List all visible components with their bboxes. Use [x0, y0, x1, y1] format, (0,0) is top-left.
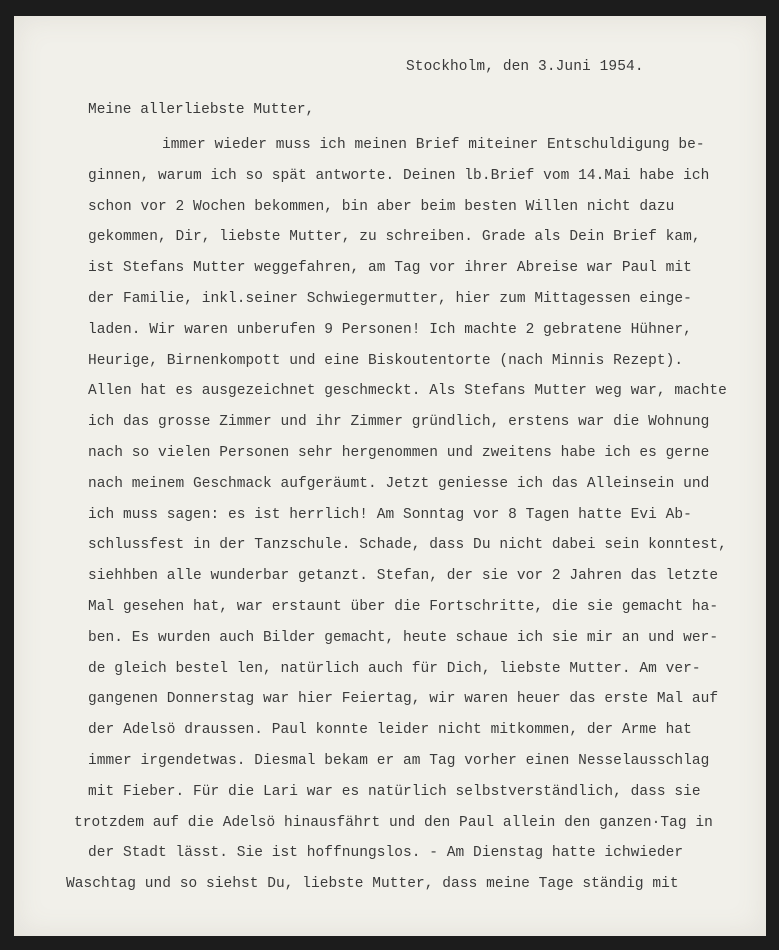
letter-line: ben. Es wurden auch Bilder gemacht, heute schaue ich sie mir an und wer- — [88, 629, 719, 646]
letter-line: Allen hat es ausgezeichnet geschmeckt. Als Stefans Mutter weg war, machte — [88, 383, 727, 400]
letter-line: mit Fieber. Für die Lari war es natürlich selbstverständlich, dass sie — [88, 783, 701, 800]
letter-line: ich das grosse Zimmer und ihr Zimmer gründlich, erstens war die Wohnung — [88, 414, 710, 431]
letter-line: siehhben alle wunderbar getanzt. Stefan, der sie vor 2 Jahren das letzte — [88, 568, 719, 585]
letter-line: schon vor 2 Wochen bekommen, bin aber beim besten Willen nicht dazu — [88, 198, 675, 215]
letter-line: laden. Wir waren unberufen 9 Personen! Ich machte 2 gebratene Hühner, — [88, 321, 692, 338]
letter-dateline: Stockholm, den 3.Juni 1954. — [406, 59, 644, 75]
letter-line: schlussfest in der Tanzschule. Schade, dass Du nicht dabei sein konntest, — [88, 537, 727, 554]
letter-line: de gleich bestel len, natürlich auch für Dich, liebste Mutter. Am ver- — [88, 660, 701, 677]
letter-line: nach so vielen Personen sehr hergenommen und zweitens habe ich es gerne — [88, 444, 710, 461]
letter-line: trotzdem auf die Adelsö hinausfährt und den Paul allein den ganzen·Tag in — [74, 814, 713, 831]
letter-line: Heurige, Birnenkompott und eine Biskoutentorte (nach Minnis Rezept). — [88, 352, 684, 369]
letter-line: gekommen, Dir, liebste Mutter, zu schreiben. Grade als Dein Brief kam, — [88, 229, 701, 246]
letter-line: immer irgendetwas. Diesmal bekam er am Tag vorher einen Nesselausschlag — [88, 752, 710, 769]
letter-line: Waschtag und so siehst Du, liebste Mutter, dass meine Tage ständig mit — [66, 876, 679, 893]
letter-line: der Adelsö draussen. Paul konnte leider nicht mitkommen, der Arme hat — [88, 722, 692, 739]
letter-line: der Stadt lässt. Sie ist hoffnungslos. - Am Dienstag hatte ichwieder — [88, 845, 684, 862]
letter-line: immer wieder muss ich meinen Brief miteiner Entschuldigung be- — [162, 137, 705, 153]
letter-line: gangenen Donnerstag war hier Feiertag, wir waren heuer das erste Mal auf — [88, 691, 719, 708]
letter-line: nach meinem Geschmack aufgeräumt. Jetzt geniesse ich das Alleinsein und — [88, 475, 710, 492]
letter-line: der Familie, inkl.seiner Schwiegermutter, hier zum Mittagessen einge- — [88, 290, 692, 307]
letter-body — [14, 130, 766, 900]
letter-line: ginnen, warum ich so spät antworte. Deinen lb.Brief vom 14.Mai habe ich — [88, 167, 710, 184]
letter-line: Mal gesehen hat, war erstaunt über die Fortschritte, die sie gemacht ha- — [88, 598, 719, 615]
letter-line: ist Stefans Mutter weggefahren, am Tag vor ihrer Abreise war Paul mit — [88, 260, 692, 277]
letter-salutation: Meine allerliebste Mutter, — [88, 102, 315, 118]
letter-page — [14, 16, 766, 936]
letter-line: ich muss sagen: es ist herrlich! Am Sonntag vor 8 Tagen hatte Evi Ab- — [88, 506, 692, 523]
